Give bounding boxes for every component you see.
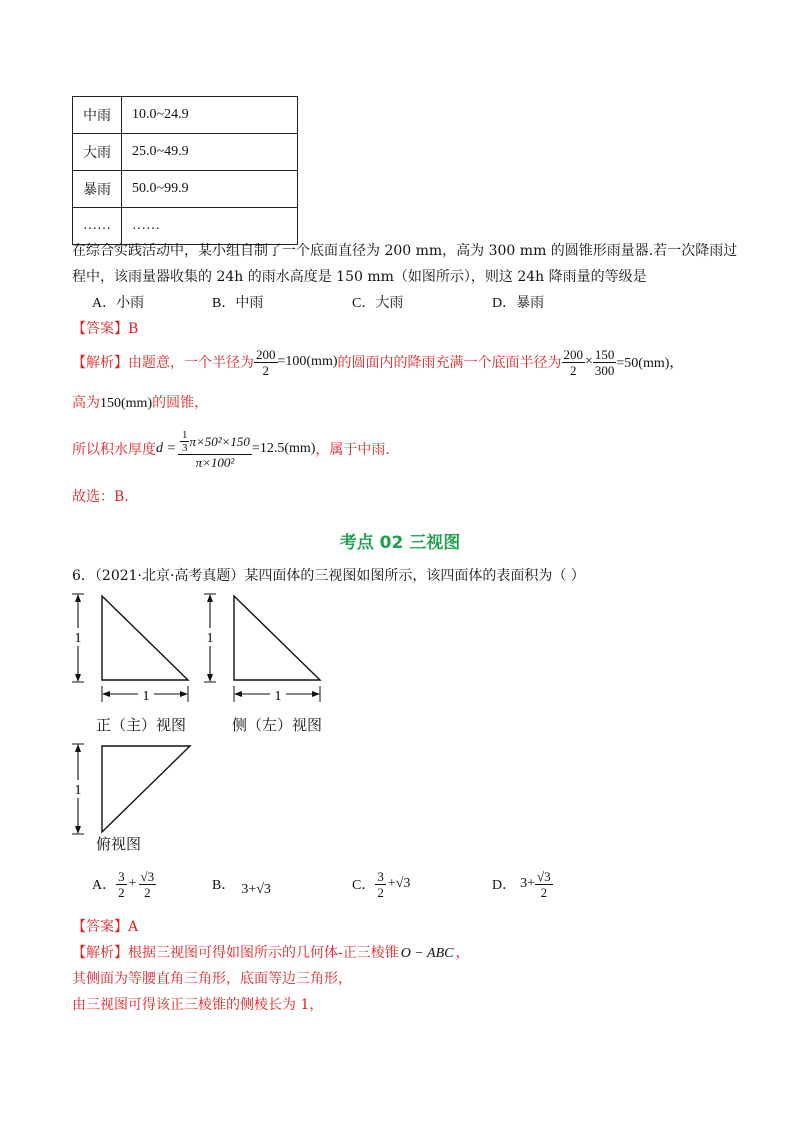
- fraction-numerator: 3: [118, 868, 125, 884]
- fraction-numerator: 200: [563, 346, 583, 362]
- fraction-denominator: 2: [144, 884, 151, 900]
- fraction-denominator: 2: [262, 362, 269, 378]
- analysis-text: 的圆锥，: [152, 395, 209, 411]
- table-cell-range: 25.0~49.9: [122, 134, 298, 171]
- fraction-numerator: √3: [537, 868, 551, 884]
- math-expression: =50(mm)，: [616, 356, 684, 371]
- table-cell-level: 暴雨: [73, 171, 122, 208]
- fraction: [254, 347, 278, 378]
- fraction-denominator: π×100²: [195, 454, 235, 470]
- side-view: [202, 594, 320, 704]
- fraction: [180, 429, 190, 454]
- fraction-numerator: 1: [181, 428, 188, 441]
- table-cell-range: ……: [122, 208, 298, 245]
- top-view-triangle: [102, 746, 190, 832]
- q6-option-d: [492, 864, 553, 904]
- option-label: D．: [492, 878, 517, 893]
- analysis-text: 高为: [72, 395, 100, 411]
- analysis-text: 所以积水厚度: [72, 442, 156, 458]
- plus-sign: +: [128, 876, 137, 891]
- analysis-label: 【解析】: [72, 355, 128, 371]
- table-cell-range: 10.0~24.9: [122, 97, 298, 134]
- q5-stem-line1: 在综合实践活动中，某小组自制了一个底面直径为 200 mm，高为 300 mm 的圆锥形雨量器.若一次降雨过: [72, 243, 738, 259]
- fraction: [593, 347, 617, 378]
- q6-analysis-line1: [72, 942, 469, 962]
- dim-label: 1: [74, 631, 82, 646]
- times-sign: ×: [585, 354, 593, 369]
- fraction-denominator: 300: [594, 362, 615, 378]
- dim-label: 1: [142, 689, 150, 704]
- fraction-denominator: 2: [570, 362, 577, 378]
- math-expression: =12.5(mm): [251, 441, 316, 456]
- front-view-triangle: [102, 596, 188, 680]
- table-cell-range: 50.0~99.9: [122, 171, 298, 208]
- analysis-text: 根据三视图可得如图所示的几何体-正三棱锥: [128, 945, 399, 961]
- q6-analysis-line2: 其侧面为等腰直角三角形，底面等边三角形，: [72, 971, 352, 987]
- section-title: 考点 02 三视图: [339, 533, 461, 553]
- table-row: [73, 171, 298, 208]
- fraction-numerator: [178, 429, 252, 455]
- fraction-denominator: 2: [540, 884, 548, 900]
- top-view-caption: 俯视图: [96, 835, 142, 853]
- table-cell-level: ……: [73, 208, 122, 245]
- fraction: [178, 429, 252, 470]
- dim-label: 1: [274, 689, 282, 704]
- fraction-denominator: 2: [118, 884, 125, 900]
- analysis-label: 【解析】: [72, 945, 128, 961]
- fraction-numerator: 150: [594, 346, 615, 362]
- table-row: [73, 97, 298, 134]
- fraction-numerator: 200: [256, 346, 276, 362]
- q5-option-d: D．暴雨: [492, 296, 545, 311]
- q5-analysis-line1: [72, 344, 683, 380]
- front-view: [70, 594, 188, 704]
- front-view-caption: 正（主）视图: [96, 716, 187, 734]
- math-expression: =100(mm): [277, 354, 338, 369]
- table-row: [73, 208, 298, 245]
- analysis-text: 的圆面内的降雨充满一个底面半径为: [337, 355, 562, 371]
- fraction: [139, 869, 157, 900]
- dim-label: 1: [206, 631, 214, 646]
- q5-option-c: C．大雨: [352, 296, 404, 311]
- fraction: [116, 869, 127, 900]
- fraction-denominator: 3: [181, 441, 188, 454]
- fraction-numerator: 3: [377, 868, 384, 884]
- q5-conclusion: 故选：B.: [72, 489, 129, 505]
- q5-analysis-line2: [72, 392, 208, 412]
- option-label: B．: [212, 878, 236, 893]
- q5-analysis-line3: [72, 424, 390, 474]
- option-label: A．: [92, 878, 117, 893]
- q5-option-a: A．小雨: [92, 296, 145, 311]
- analysis-text: ，属于中雨.: [315, 442, 390, 458]
- top-view: [70, 744, 190, 834]
- fraction-denominator: 2: [377, 884, 384, 900]
- fraction: [562, 347, 586, 378]
- q6-analysis-line3: 由三视图可得该正三棱锥的侧棱长为 1，: [72, 997, 324, 1013]
- fraction: [535, 869, 553, 900]
- math-expression: d =: [156, 441, 176, 456]
- dim-label: 1: [74, 783, 82, 798]
- math-expression: 3+: [520, 876, 536, 891]
- fraction: [375, 869, 386, 900]
- q6-option-b: [212, 864, 271, 904]
- rain-level-table: [72, 96, 298, 245]
- math-expression: O − ABC: [400, 946, 454, 961]
- q6-stem: 6．（2021·北京·高考真题）某四面体的三视图如图所示，该四面体的表面积为（ ）: [72, 568, 585, 584]
- math-expression: 150(mm): [100, 396, 153, 411]
- q6-option-a: [92, 864, 156, 904]
- q5-option-b: B．中雨: [212, 296, 264, 311]
- side-view-triangle: [234, 596, 320, 680]
- math-expression: +√3: [387, 876, 411, 891]
- q6-option-c: [352, 864, 410, 904]
- analysis-text: ，: [455, 945, 470, 961]
- side-view-caption: 侧（左）视图: [232, 716, 323, 734]
- fraction-numerator: √3: [140, 868, 155, 884]
- math-expression: 3+√3: [241, 882, 271, 897]
- analysis-text: 由题意，一个半径为: [128, 355, 254, 371]
- q6-answer: 【答案】A: [72, 919, 139, 935]
- math-expression: π×50²×150: [189, 433, 250, 449]
- option-label: C．: [352, 878, 376, 893]
- q5-stem-line2: 程中，该雨量器收集的 24h 的雨水高度是 150 mm（如图所示），则这 24h 降雨量的等级是: [72, 269, 647, 285]
- table-cell-level: 大雨: [73, 134, 122, 171]
- table-cell-level: 中雨: [73, 97, 122, 134]
- q5-answer: 【答案】B: [72, 321, 139, 337]
- table-row: [73, 134, 298, 171]
